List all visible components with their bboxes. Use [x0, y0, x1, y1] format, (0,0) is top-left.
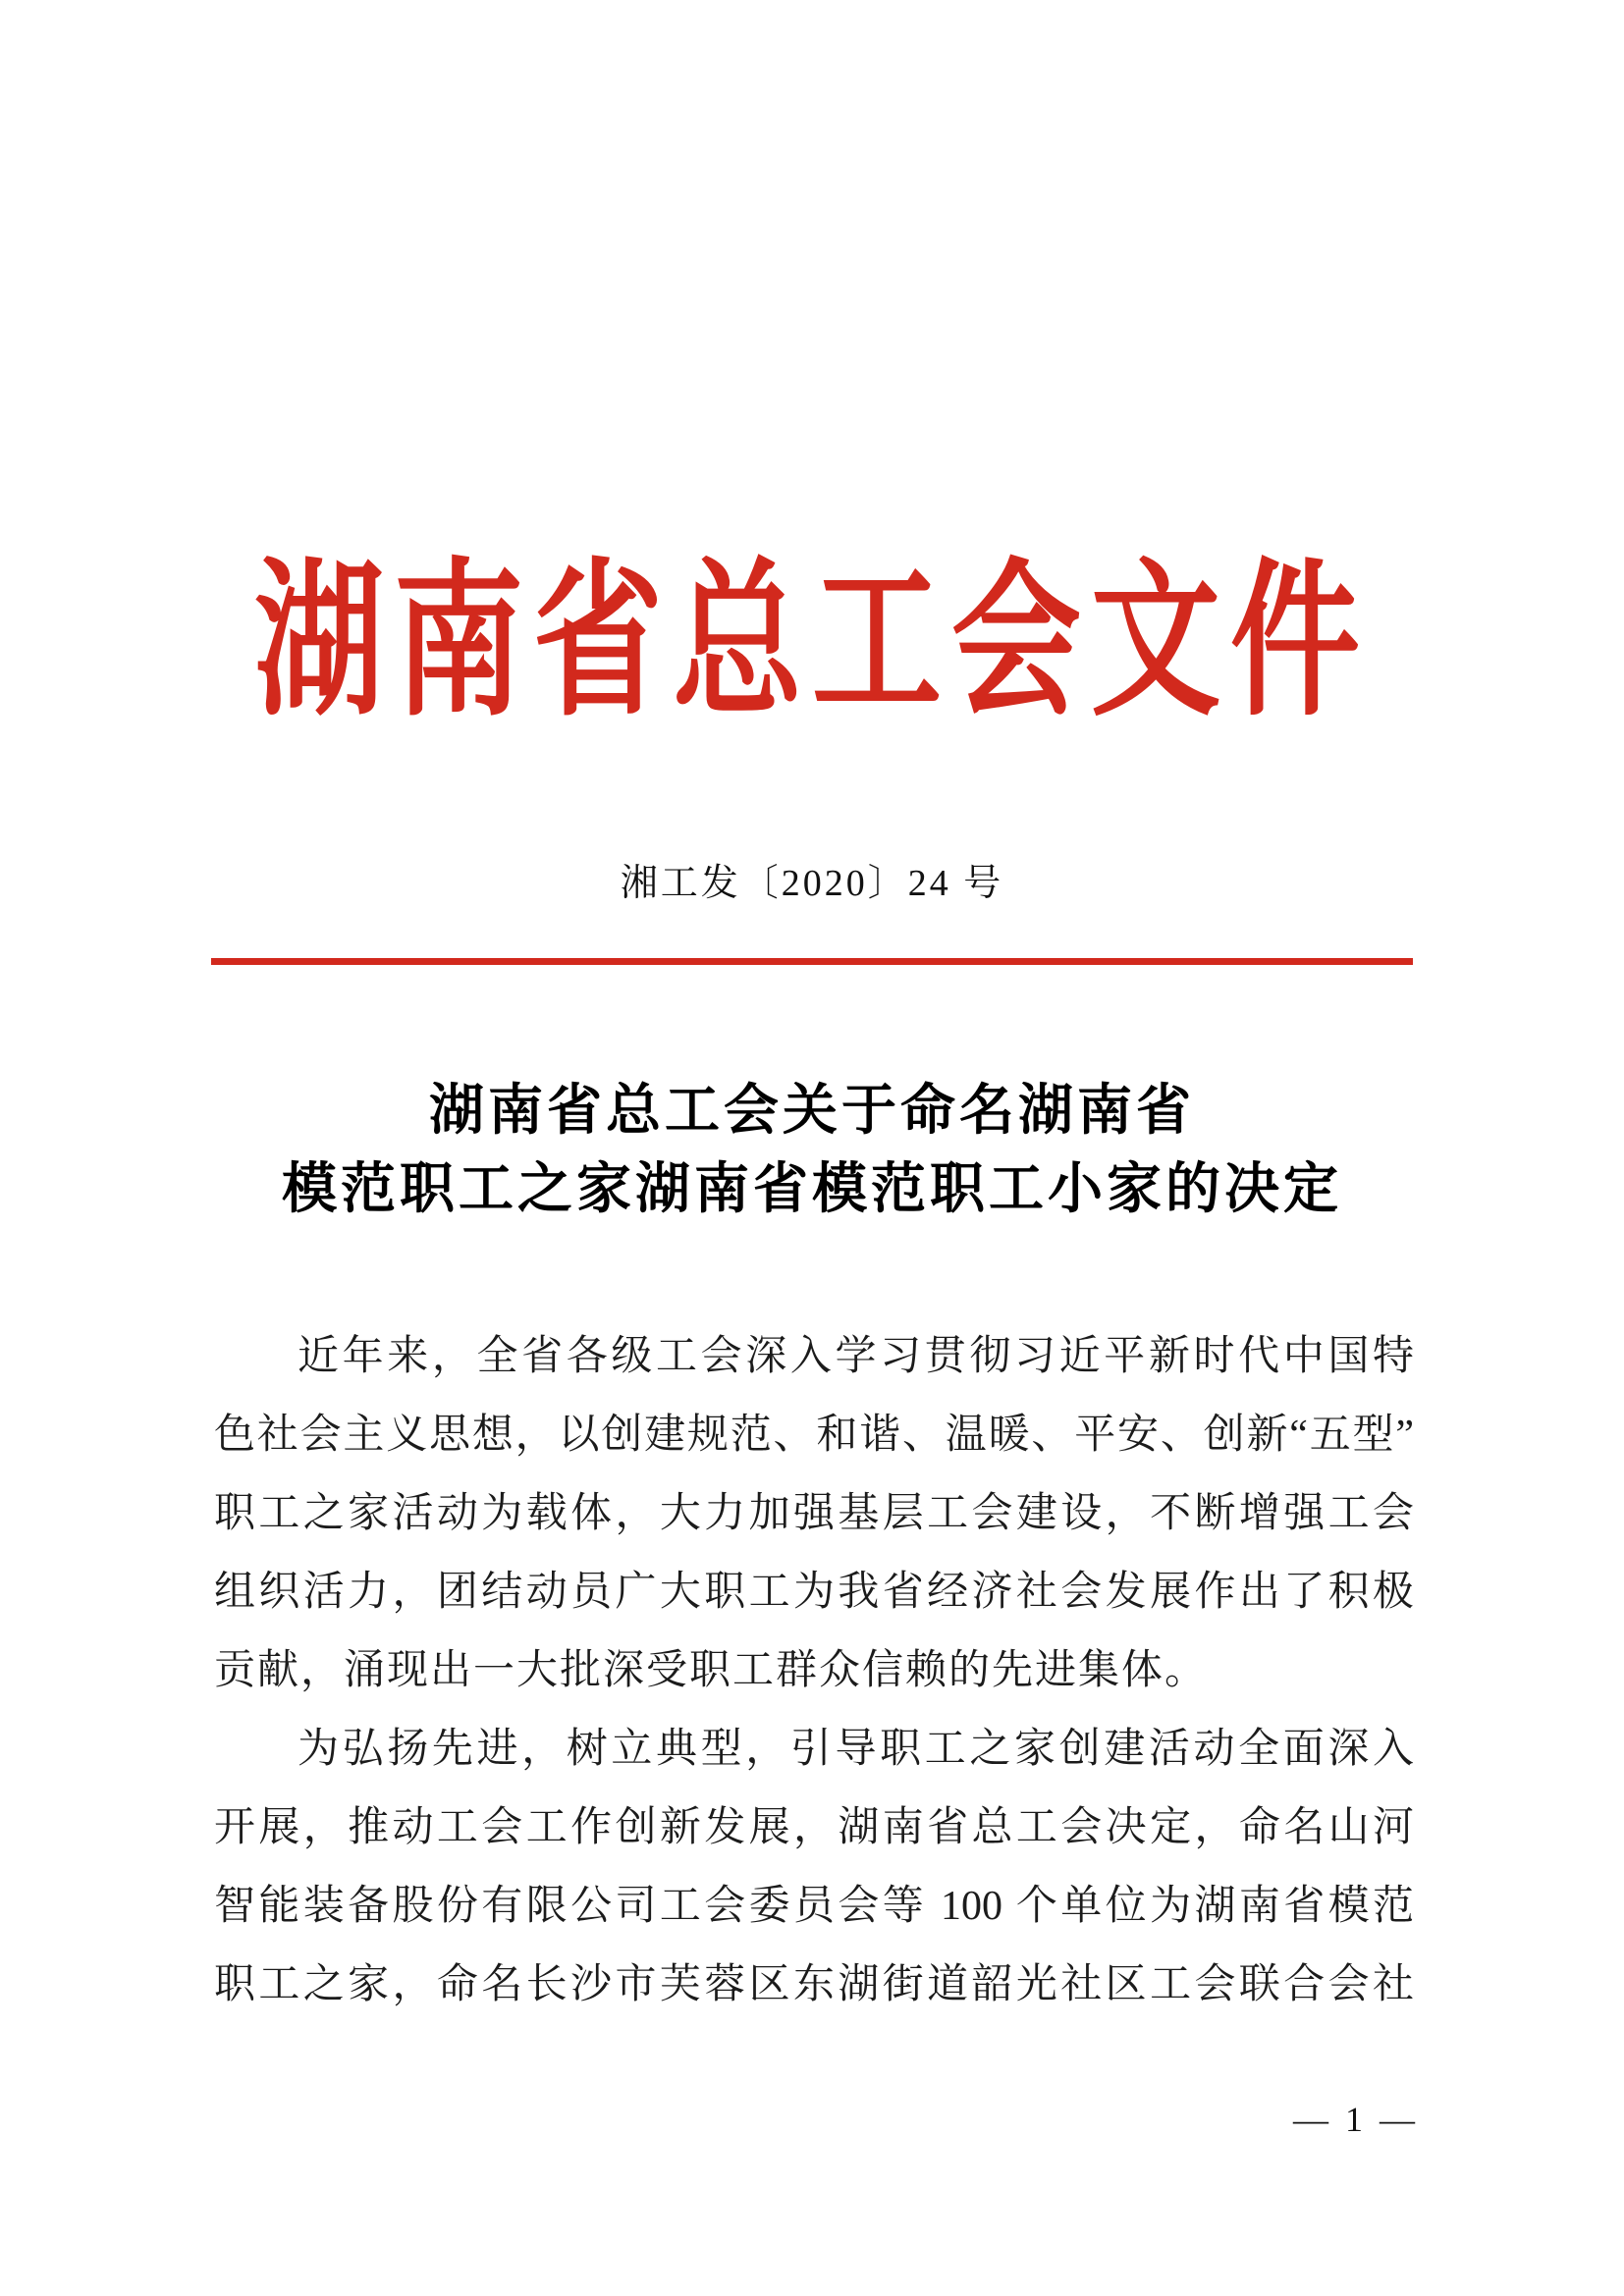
body-line: 智能装备股份有限公司工会委员会等 100 个单位为湖南省模范	[214, 1884, 1414, 1929]
body-line: 近年来，全省各级工会深入学习贯彻习近平新时代中国特	[298, 1334, 1414, 1379]
body-line: 组织活力，团结动员广大职工为我省经济社会发展作出了积极	[214, 1570, 1414, 1615]
page-number: — 1 —	[1293, 2100, 1419, 2139]
body-line: 开展，推动工会工作创新发展，湖南省总工会决定，命名山河	[214, 1805, 1414, 1850]
document-title	[0, 1072, 1624, 1229]
red-divider-line	[211, 958, 1413, 965]
document-title-line2: 模范职工之家湖南省模范职工小家的决定	[282, 1159, 1342, 1220]
document-body	[214, 1317, 1414, 2024]
body-line: 贡献，涌现出一大批深受职工群众信赖的先进集体。	[214, 1648, 1209, 1693]
letterhead-title: 湖南省总工会文件	[254, 548, 1370, 736]
body-line: 职工之家，命名长沙市芙蓉区东湖街道韶光社区工会联合会社	[214, 1962, 1414, 2007]
body-line: 职工之家活动为载体，大力加强基层工会建设，不断增强工会	[214, 1491, 1414, 1536]
document-number: 湘工发〔2020〕24 号	[620, 863, 1004, 904]
body-line: 为弘扬先进，树立典型，引导职工之家创建活动全面深入	[298, 1727, 1414, 1772]
body-line: 色社会主义思想，以创建规范、和谐、温暖、平安、创新“五型”	[214, 1413, 1414, 1458]
document-title-line1: 湖南省总工会关于命名湖南省	[429, 1081, 1195, 1142]
